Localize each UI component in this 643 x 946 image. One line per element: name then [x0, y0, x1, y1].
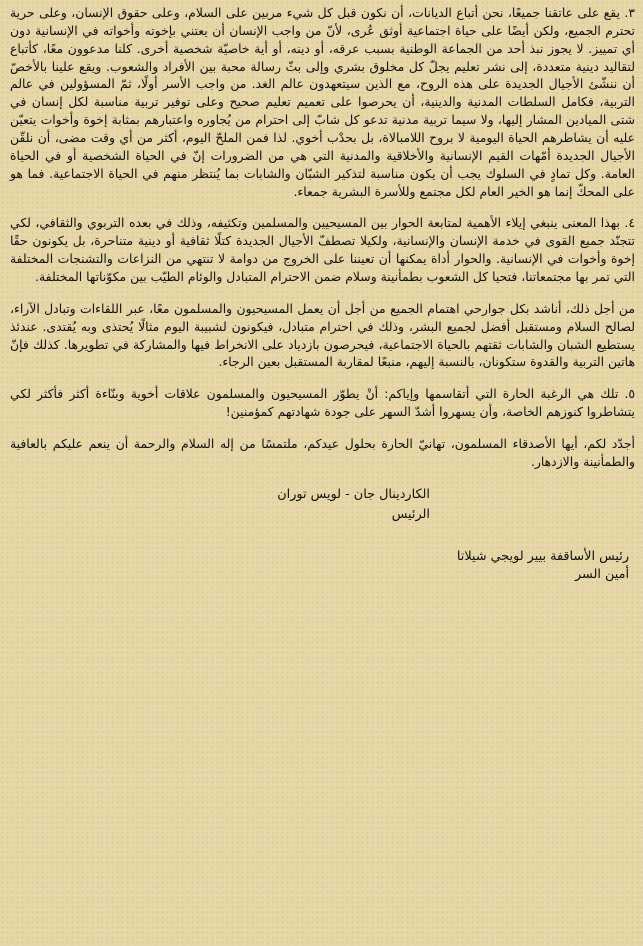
secretary-block [10, 548, 635, 585]
signatory-title: الرئيس [391, 507, 430, 523]
paragraph-4: ٤. بهذا المعنى ينبغي إيلاء الأهمية لمتابعة الحوار بين المسيحيين والمسلمين وتكثيفه، وذلك في بعده التربوي والثقافي، لكي تتجنّد جميع القوى في خدمة الإنسان والإنسانية، ولكيلا تصطفّ الأجيال الجديدة كتلًا ثقافية أو دينية متناحرة، بل يكونون حقًا إخوة وأخوات في الإنسانية. والحوار أداة يمكنها أن تعيننا على الخروج من دوامة لا تنتهي من النزاعات والتشنجات المختلفة التي تمر بها مجتمعاتنا، فتحيا كل الشعوب بطمأنينة وسلام ضمن الاحترام المتبادل والوئام الطيّب بين مكوّناتها المختلفة. [10, 215, 635, 285]
secretary-name: رئيس الأساقفة بيير لويجي شيلاتا [456, 548, 629, 564]
paragraph-3: ٣. يقع على عاتقنا جميعًا، نحن أتباع الديانات، أن نكون قبل كل شيء مربين على السلام، وعلى حقوق الإنسان، وعلى حرية تحترم الجميع، ولكن أيضًا على حياة اجتماعية أوثق عُرى، لأنّ من واجب الإنسان أن يعتني بإخوته وأخواته في الإنسانية دون أي تمييز. لا يجوز نبذ أحد من الجماعة الوطنية بسبب عرقه، أو دينه، أو أية خاصيّة شخصية أخرى. كلنا مدعوون معًا، كأتباع لتقاليد دينية متعددة، إلى نشر تعليم يجلّ كل مخلوق بشري وإلى بثّ رسالة محبة بين الأفراد والشعوب. ويقع علينا بالأخصّ أن ننشّئ الأجيال الجديدة على هذه الروح، مع الذين سيتعهدون عالم الغد. من واجب الأسر أولًا، ثمّ المسؤولين في عالم التربية، فكامل السلطات المدنية والدينية، أن يحرصوا على تعميم تعليم صحيح وعلى توفير تربية مناسبة لكل إنسان في شتى الميادين المشار إليها، ولا سيما تربية مدنية تدعو كل شابّ إلى احترام من يُجاوره واعتبارهم بمثابة إخوة وأخوات يتعيّن عليه أن يشاطرهم الحياة اليومية لا بروح اللامبالاة، بل بحدْب أخوي. لذا فمن الملحّ اليوم، أكثر من أي وقت مضى، أن نلقّن الأجيال الجديدة أمّهات القيم الإنسانية والأخلاقية والمدنية التي هي من الضرورات إنّ في الحياة الشخصية أو في الحياة العامة. وكل تمادٍ في السلوك يجب أن يكون مناسبة لتذكير الشبّان والشابات بما يُنتظر منهم في الحياة الاجتماعية. فما هو على المحكّ إنما هو الخير العام لكل مجتمع وللأسرة البشرية جمعاء. [10, 5, 635, 199]
paragraph-greeting: أجدّد لكم، أيها الأصدقاء المسلمون، تهانيّ الحارة بحلول عيدكم، ملتمسًا من إله السلام والرحمة أن ينعم عليكم بالعافية والطمأنينة والازدهار. [10, 436, 635, 469]
paragraph-5: ٥. تلك هي الرغبة الحارة التي أتقاسمها وإياكم: أنْ يطوّر المسيحيون والمسلمون علاقات أخوية وبنّاءة أكثر فأكثر لكي يتشاطروا كنوزهم الخاصة، وأن يسهروا أشدّ السهر على جودة شهادتهم كمؤمنين! [10, 386, 635, 420]
signatory-name: الكاردينال جان - لويس توران [277, 486, 430, 502]
signature-block [10, 485, 635, 526]
paragraph-appeal: من أجل ذلك، أناشد بكل جوارحي اهتمام الجميع من أجل أن يعمل المسيحيون والمسلمون معًا، عبر اللقاءات وتبادل الآراء، لصالح السلام ومستقبل أفضل لجميع البشر، وذلك في احترام متبادل، فيكونون لشبيبة اليوم مثالًا يُحتذى وبه يُقتدى. عندئذ يستطيع الشبان والشابات ثقتهم بالحياة الاجتماعية، فيحرصون بازدياد على الانخراط فيها والمشاركة في تطويرها. كذلك فإنّ هاتين التربية والقدوة ستكونان، بالنسبة إليهم، منبعًا لمقاربة المستقبل بعين الرجاء. [10, 300, 635, 370]
secretary-title: أمين السر [574, 567, 629, 583]
